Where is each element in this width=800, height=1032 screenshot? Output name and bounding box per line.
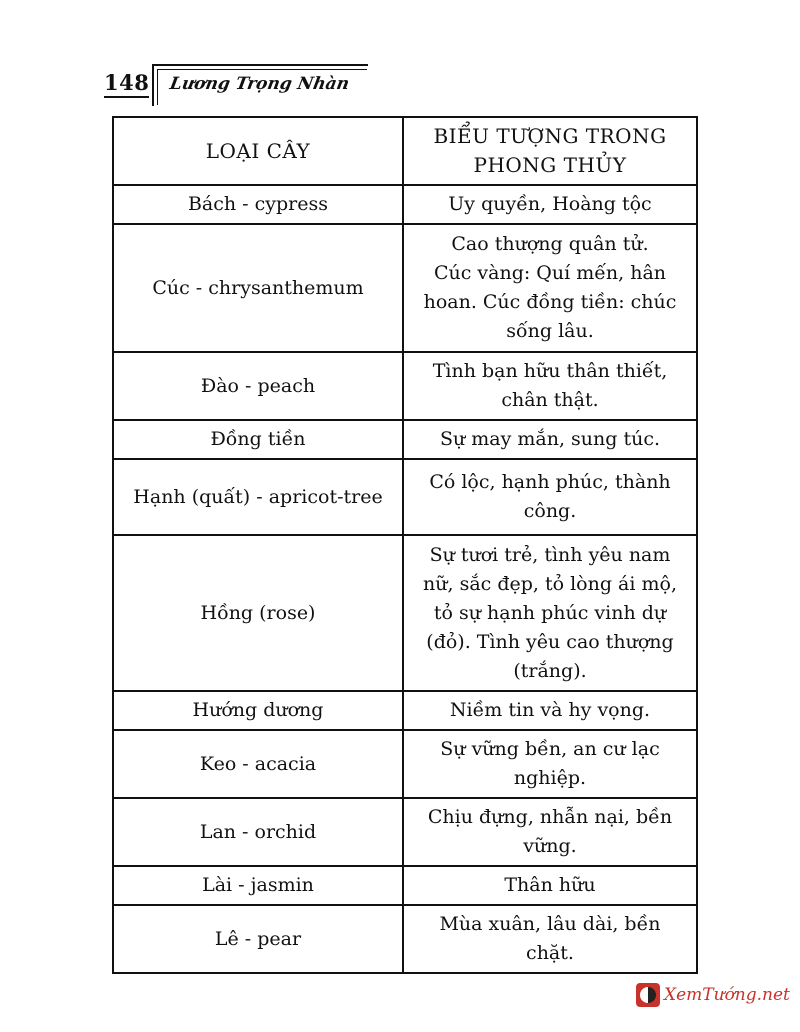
plant-name: Keo - acacia xyxy=(113,730,403,798)
plant-name: Cúc - chrysanthemum xyxy=(113,224,403,352)
column-header-symbol: BIỂU TƯỢNG TRONG PHONG THỦY xyxy=(403,117,697,185)
author-name: Lương Trọng Nhàn xyxy=(168,74,351,94)
table-header-row xyxy=(113,117,697,185)
table-row xyxy=(113,459,697,535)
page-header xyxy=(104,60,366,104)
plant-name: Đào - peach xyxy=(113,352,403,420)
table-row xyxy=(113,352,697,420)
plant-symbol-table xyxy=(112,116,698,974)
symbol-line: Cúc vàng: Quí mến, hân hoan. Cúc đồng tiền: chúc sống lâu. xyxy=(423,262,677,342)
plant-symbol: Sự vững bền, an cư lạc nghiệp. xyxy=(403,730,697,798)
table-row xyxy=(113,866,697,905)
plant-symbol: Tình bạn hữu thân thiết, chân thật. xyxy=(403,352,697,420)
plant-symbol: Uy quyền, Hoàng tộc xyxy=(403,185,697,224)
table-row xyxy=(113,730,697,798)
plant-symbol: Sự may mắn, sung túc. xyxy=(403,420,697,459)
plant-symbol xyxy=(403,224,697,352)
plant-symbol: Niềm tin và hy vọng. xyxy=(403,691,697,730)
page-number: 148 xyxy=(104,70,149,98)
plant-name: Hồng (rose) xyxy=(113,535,403,691)
table-row xyxy=(113,420,697,459)
site-watermark xyxy=(636,980,790,1010)
table-row xyxy=(113,535,697,691)
plant-symbol: Có lộc, hạnh phúc, thành công. xyxy=(403,459,697,535)
plant-name: Lê - pear xyxy=(113,905,403,973)
plant-name: Lan - orchid xyxy=(113,798,403,866)
plant-name: Đồng tiền xyxy=(113,420,403,459)
table-row xyxy=(113,691,697,730)
column-header-plant: LOẠI CÂY xyxy=(113,117,403,185)
plant-name: Bách - cypress xyxy=(113,185,403,224)
plant-symbol: Sự tươi trẻ, tình yêu nam nữ, sắc đẹp, tỏ lòng ái mộ, tỏ sự hạnh phúc vinh dự (đỏ). Tình yêu cao thượng (trắng). xyxy=(403,535,697,691)
plant-symbol: Thân hữu xyxy=(403,866,697,905)
watermark-text: XemTướng.net xyxy=(664,985,790,1005)
plant-symbol: Chịu đựng, nhẫn nại, bền vững. xyxy=(403,798,697,866)
yin-yang-icon xyxy=(636,983,660,1007)
plant-name: Hướng dương xyxy=(113,691,403,730)
symbol-line: Cao thượng quân tử. xyxy=(451,233,649,255)
table-row xyxy=(113,185,697,224)
plant-name: Hạnh (quất) - apricot-tree xyxy=(113,459,403,535)
table-row xyxy=(113,905,697,973)
plant-name: Lài - jasmin xyxy=(113,866,403,905)
table-row xyxy=(113,798,697,866)
table-row xyxy=(113,224,697,352)
plant-symbol: Mùa xuân, lâu dài, bền chặt. xyxy=(403,905,697,973)
